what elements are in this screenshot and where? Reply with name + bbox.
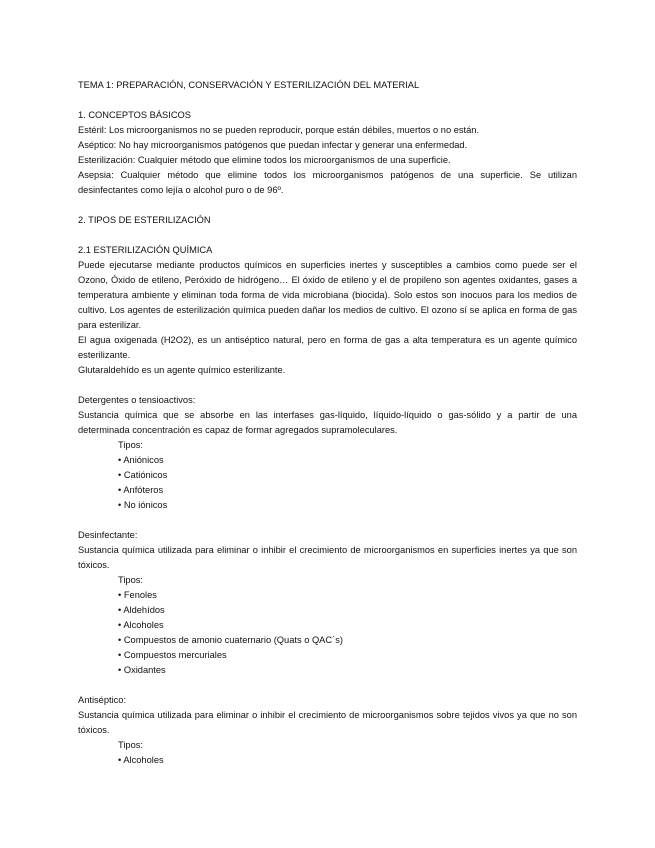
glutaraldehido-paragraph: Glutaraldehído es un agente químico esterilizante. — [78, 365, 286, 375]
detergentes-definition: Sustancia química que se absorbe en las interfases gas-líquido, líquido-líquido o gas-sólido y a partir de una determinada concentración es capaz de formar agregados supramoleculares. — [78, 410, 577, 435]
list-item: • Alcoholes — [118, 618, 577, 633]
list-item: • Compuestos de amonio cuaternario (Quats o QAC´s) — [118, 633, 577, 648]
antiseptico-tipos-list — [78, 753, 577, 768]
detergentes-tipos-label: Tipos: — [118, 440, 143, 450]
section-2-1-paragraph: Puede ejecutarse mediante productos químicos en superficies inertes y susceptibles a cambios como puede ser el Ozono, Óxido de etileno, Peróxido de hidrógeno… El óxido de etileno y el de propileno son agentes oxidantes, gases a temperatura ambiente y eliminan toda forma de vida microbiana (biocida). Solo estos son inocuos para los medios de cultivo. Los agentes de esterilización química pueden dañar los medios de cultivo. El ozono sí se aplica en forma de gas para esterilizar. — [78, 260, 577, 330]
list-item: • Oxidantes — [118, 663, 577, 678]
list-item: • Compuestos mercuriales — [118, 648, 577, 663]
list-item: • Catiónicos — [118, 468, 577, 483]
list-item: • No iónicos — [118, 498, 577, 513]
section-2-1-heading: 2.1 ESTERILIZACIÓN QUÍMICA — [78, 245, 213, 255]
list-item: • Fenoles — [118, 588, 577, 603]
definition-aseptico: Aséptico: No hay microorganismos patógenos que puedan infectar y generar una enfermedad. — [78, 140, 468, 150]
document-title: TEMA 1: PREPARACIÓN, CONSERVACIÓN Y ESTERILIZACIÓN DEL MATERIAL — [78, 80, 420, 90]
desinfectante-tipos-label: Tipos: — [118, 575, 143, 585]
definition-asepsia: Asepsia: Cualquier método que elimine todos los microorganismos patógenos de una superficie. Se utilizan desinfectantes como lejía o alcohol puro o de 96º. — [78, 170, 577, 195]
antiseptico-heading: Antiséptico: — [78, 695, 127, 705]
desinfectante-tipos-list — [78, 588, 577, 678]
definition-esterilizacion: Esterilización: Cualquier método que elimine todos los microorganismos de una superficie. — [78, 155, 451, 165]
detergentes-heading: Detergentes o tensioactivos: — [78, 395, 196, 405]
list-item: • Anfóteros — [118, 483, 577, 498]
desinfectante-heading: Desinfectante: — [78, 530, 138, 540]
detergentes-tipos-list — [78, 453, 577, 513]
list-item: • Aldehídos — [118, 603, 577, 618]
list-item: • Alcoholes — [118, 753, 577, 768]
section-2-heading: 2. TIPOS DE ESTERILIZACIÓN — [78, 215, 211, 225]
section-1-heading: 1. CONCEPTOS BÁSICOS — [78, 110, 191, 120]
desinfectante-definition: Sustancia química utilizada para eliminar o inhibir el crecimiento de microorganismos en superficies inertes ya que son tóxicos. — [78, 545, 577, 570]
definition-esteril: Estéril: Los microorganismos no se pueden reproducir, porque están débiles, muertos o no están. — [78, 125, 480, 135]
agua-oxigenada-paragraph: El agua oxigenada (H2O2), es un antiséptico natural, pero en forma de gas a alta temperatura es un agente químico esterilizante. — [78, 335, 577, 360]
list-item: • Aniónicos — [118, 453, 577, 468]
antiseptico-definition: Sustancia química utilizada para eliminar o inhibir el crecimiento de microorganismos sobre tejidos vivos ya que no son tóxicos. — [78, 710, 577, 735]
antiseptico-tipos-label: Tipos: — [118, 740, 143, 750]
